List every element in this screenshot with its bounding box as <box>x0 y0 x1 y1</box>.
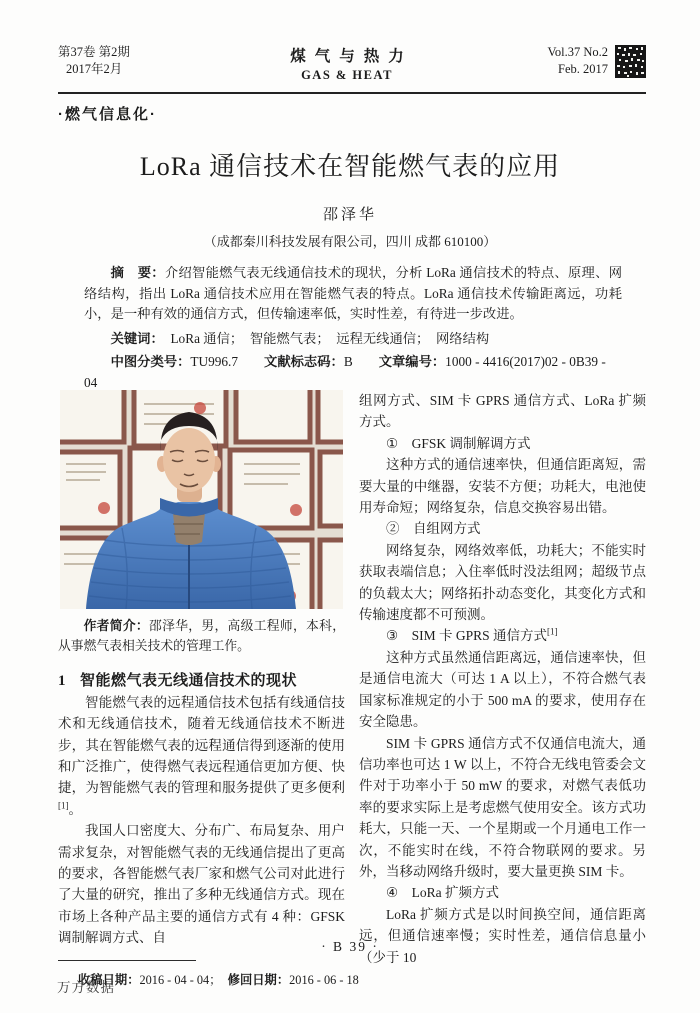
reference-superscript: [1] <box>547 626 558 637</box>
paragraph: 网络复杂，网络效率低，功耗大；不能实时获取表端信息；入住率低时没法组网；超级节点的负载太大；网络拓扑动态变化，其变化方式和传输速度都不可预测。 <box>359 542 646 623</box>
footnote-rule <box>58 960 196 961</box>
keywords <box>84 329 622 350</box>
journal-issue-info <box>58 44 198 78</box>
item-heading-2: ② 自组网方式 <box>386 521 481 537</box>
journal-name-en: GAS & HEAT <box>301 68 393 82</box>
journal-name-cn: 煤气与热力 <box>290 48 413 65</box>
article-id-label: 文章编号： <box>378 354 446 370</box>
volume-info-en <box>547 44 608 78</box>
abstract <box>84 263 622 325</box>
clc-value: TU996.7 <box>190 354 239 370</box>
paragraph-continuation: 组网方式、SIM 卡 GPRS 通信方式、LoRa 扩频方式。 <box>359 393 646 430</box>
keywords-text: LoRa 通信； 智能燃气表； 远程无线通信； 网络结构 <box>170 330 490 346</box>
paragraph: 这种方式虽然通信距离远，通信速率快，但是通信电流大（可达 1 A 以上），不符合燃气表国家标准规定的小于 500 mA 的要求，使用存在安全隐患。 <box>359 649 646 730</box>
volume-number-en: Vol.37 No.2 <box>547 45 608 59</box>
section-1-number: 1 <box>58 672 66 689</box>
author-photo <box>60 390 343 609</box>
article-title: LoRa 通信技术在智能燃气表的应用 <box>139 152 561 181</box>
article-id-value: 1000 - 4416(2017)02 - 0B39 - 04 <box>84 354 606 390</box>
article-meta <box>84 352 622 393</box>
paragraph-text: 。 <box>68 801 82 817</box>
doc-code-label: 文献标志码： <box>264 354 344 370</box>
qr-code-stamp-icon <box>615 45 646 78</box>
paragraph: 我国人口密度大、分布广、布局复杂、用户需求复杂，对智能燃气表的无线通信提出了更高的要求，各智能燃气表厂家和燃气公司对此进行了大量的研究，推出了多种无线通信方式。现在市场上各种产品主要的通信方式有 4 种：GFSK 调制解调方式、自 <box>58 823 345 946</box>
front-matter <box>84 263 622 394</box>
keywords-label: 关键词： <box>110 330 158 346</box>
item-heading-1: ① GFSK 调制解调方式 <box>386 435 531 451</box>
reference-superscript: [1] <box>58 800 69 811</box>
received-date-value: 2016 - 04 - 04； <box>139 972 216 987</box>
paragraph: LoRa 扩频方式是以时间换空间，通信距离远，但通信速率慢；实时性差，通信信息量小（少于 10 <box>359 906 646 965</box>
author-affiliation: （成都秦川科技发展有限公司，四川 成都 610100） <box>203 234 497 249</box>
section-1-title: 智能燃气表无线通信技术的现状 <box>80 672 298 689</box>
page-number: · B 39 · <box>321 939 379 954</box>
paragraph: SIM 卡 GPRS 通信方式不仅通信电流大，通信功率也可达 1 W 以上，不符合无线电管委会文件对于功率小于 50 mW 的要求，对燃气表低功率的要求实际上是考虑燃气使用安全。该方式功耗大，只能一天、一个星期或一个月通电工作一次，不能实时在线，不符合物联网的要求。另外，当移动网络升级时，要大量更换 SIM 卡。 <box>359 735 646 879</box>
revised-date-value: 2016 - 06 - 18 <box>289 972 359 987</box>
issue-date-en: Feb. 2017 <box>558 62 608 76</box>
paragraph-text: 智能燃气表的远程通信技术包括有线通信技术和无线通信技术，随着无线通信技术不断进步，其在智能燃气表的远程通信得到逐渐的使用和广泛推广，使得燃气表远程通信更加方便、快捷，为智能燃气表的管理和服务提供了更多便利 <box>58 694 345 796</box>
author-name: 邵泽华 <box>322 207 377 223</box>
paragraph: 这种方式的通信速率快，但通信距离短，需要大量的中继器，安装不方便；功耗大，电池使用寿命短；网络复杂，信息交换容易出错。 <box>359 457 646 516</box>
clc-label: 中图分类号： <box>110 354 191 370</box>
author-bio-text: 邵泽华，男，高级工程师，本科，从事燃气表相关技术的管理工作。 <box>58 619 346 653</box>
item-heading-3-text: ③ SIM 卡 GPRS 通信方式 <box>386 628 548 644</box>
item-heading-3 <box>359 625 646 646</box>
journal-volume-block <box>496 44 646 78</box>
journal-name <box>198 44 496 83</box>
revised-date-label: 修回日期： <box>227 972 290 987</box>
abstract-text: 介绍智能燃气表无线通信技术的现状，分析 LoRa 通信技术的特点、原理、网络结构，指出 LoRa 通信技术应用在智能燃气表的特点。LoRa 通信技术传输距离远，功耗小，是一种有效的通信方式，但传输速率低，实时性差，有待进一步改进。 <box>84 265 622 322</box>
item-heading-4: ④ LoRa 扩频方式 <box>386 885 499 901</box>
wanfang-watermark: 万方数据 <box>57 980 115 995</box>
received-date-label: 收稿日期： <box>78 972 140 987</box>
abstract-label: 摘 要： <box>110 265 165 280</box>
article-body <box>58 390 646 988</box>
author-bio <box>58 616 345 656</box>
author-bio-label: 作者简介： <box>83 618 150 633</box>
doc-code-value: B <box>343 354 353 370</box>
column-tag: ·燃气信息化· <box>58 106 157 123</box>
paragraph <box>58 692 345 820</box>
journal-header <box>58 44 646 94</box>
issue-date-cn: 2017年2月 <box>66 62 123 76</box>
section-1-heading <box>58 669 345 690</box>
right-column <box>359 390 646 988</box>
volume-issue: 第37卷 第2期 <box>58 45 130 59</box>
